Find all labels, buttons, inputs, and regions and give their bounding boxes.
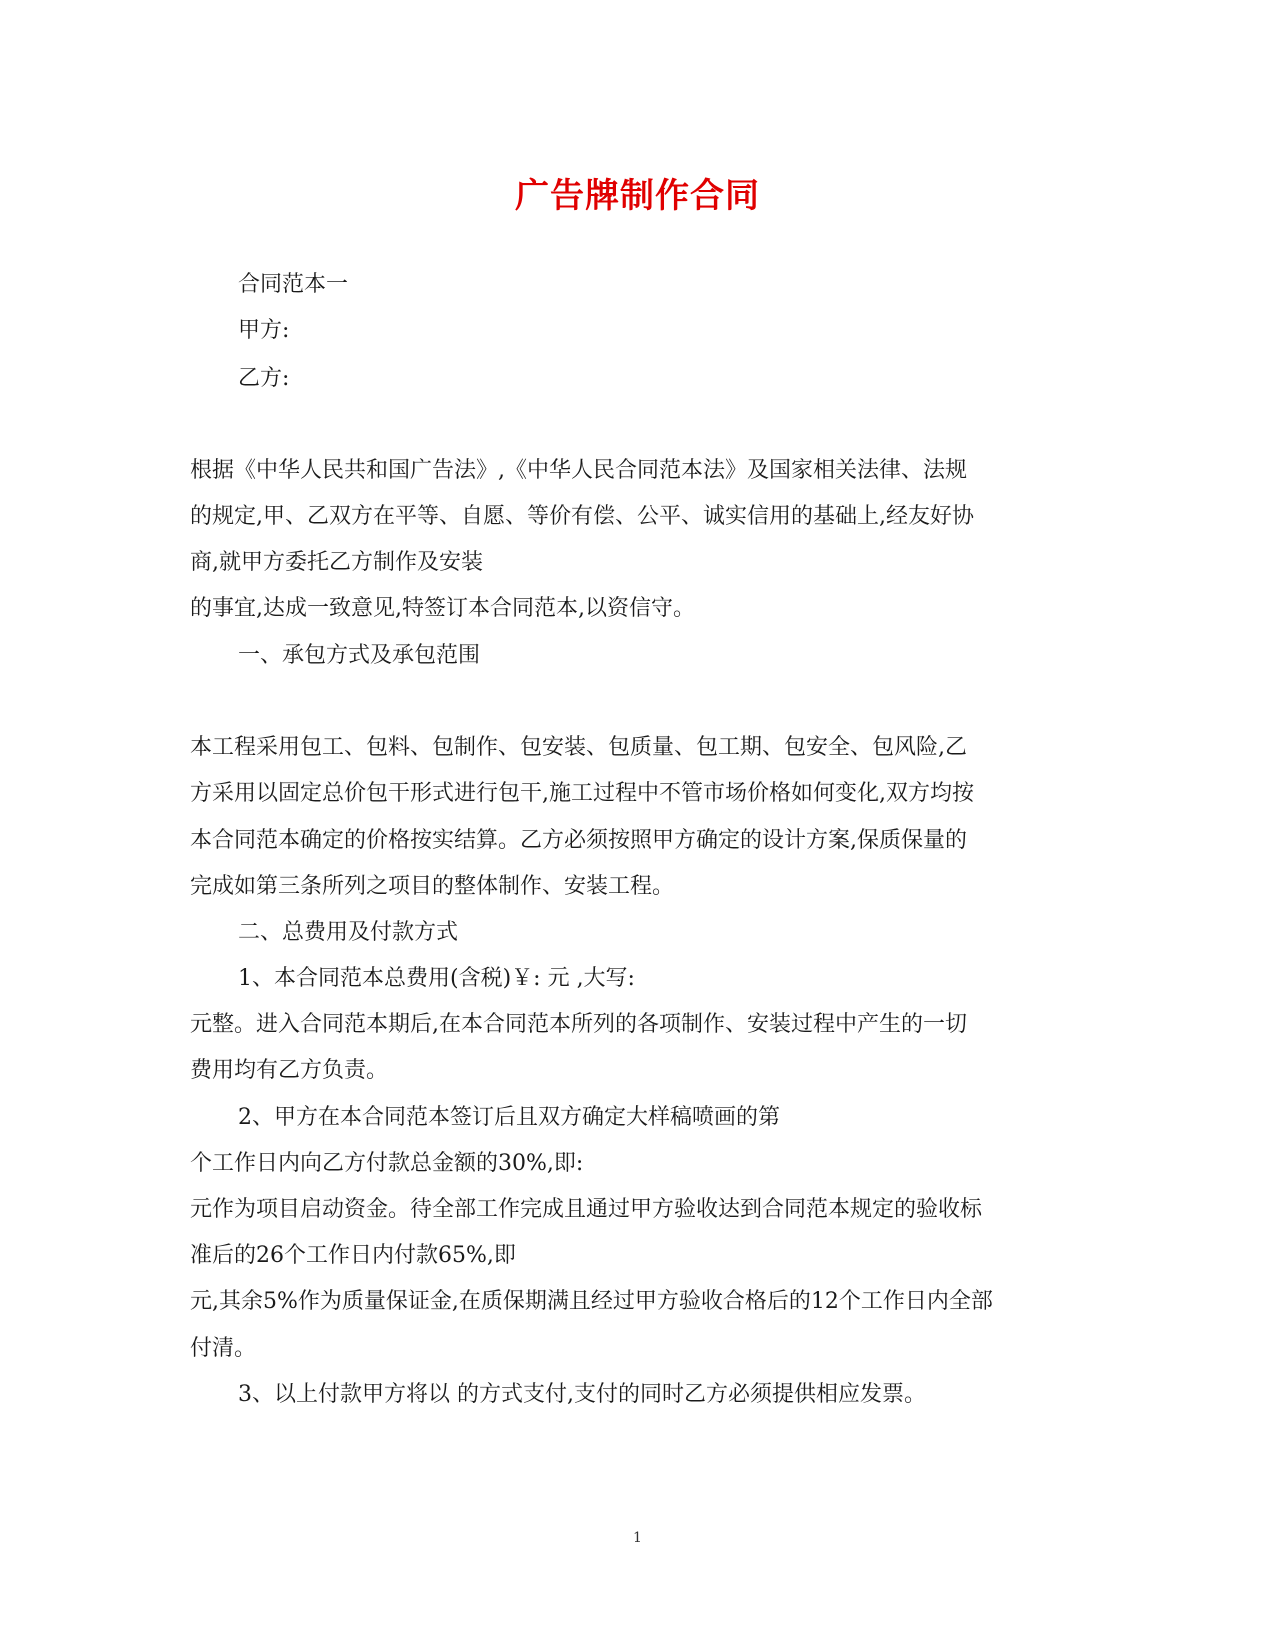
paragraph-line: 完成如第三条所列之项目的整体制作、安装工程。	[190, 874, 675, 899]
section-label: 合同范本一	[238, 272, 349, 297]
page-number: 1	[633, 1530, 642, 1546]
paragraph-line: 方采用以固定总价包干形式进行包干,施工过程中不管市场价格如何变化,双方均按	[190, 781, 974, 806]
clause-line: 2、甲方在本合同范本签订后且双方确定大样稿喷画的第	[238, 1105, 780, 1130]
section-heading: 一、承包方式及承包范围	[238, 643, 481, 668]
paragraph-line: 元作为项目启动资金。待全部工作完成且通过甲方验收达到合同范本规定的验收标	[190, 1197, 983, 1222]
party-b-label: 乙方:	[238, 366, 290, 391]
paragraph-line: 元整。进入合同范本期后,在本合同范本所列的各项制作、安装过程中产生的一切	[190, 1012, 967, 1037]
paragraph-line: 费用均有乙方负责。	[190, 1058, 389, 1083]
clause-line: 1、本合同范本总费用(含税)￥: 元 ,大写:	[238, 966, 635, 991]
paragraph-line: 的规定,甲、乙双方在平等、自愿、等价有偿、公平、诚实信用的基础上,经友好协	[190, 504, 974, 529]
paragraph-line: 准后的26个工作日内付款65%,即	[190, 1243, 516, 1268]
paragraph-line: 的事宜,达成一致意见,特签订本合同范本,以资信守。	[190, 596, 695, 621]
paragraph-line: 本合同范本确定的价格按实结算。乙方必须按照甲方确定的设计方案,保质保量的	[190, 828, 967, 853]
paragraph-line: 本工程采用包工、包料、包制作、包安装、包质量、包工期、包安全、包风险,乙	[190, 735, 967, 760]
section-heading: 二、总费用及付款方式	[238, 920, 459, 945]
party-a-label: 甲方:	[238, 318, 290, 343]
paragraph-line: 个工作日内向乙方付款总金额的30%,即:	[190, 1151, 584, 1176]
paragraph-line: 元,其余5%作为质量保证金,在质保期满且经过甲方验收合格后的12个工作日内全部	[190, 1289, 993, 1314]
paragraph-line: 付清。	[190, 1336, 257, 1361]
clause-line: 3、以上付款甲方将以 的方式支付,支付的同时乙方必须提供相应发票。	[238, 1382, 926, 1407]
paragraph-line: 商,就甲方委托乙方制作及安装	[190, 550, 483, 575]
paragraph-line: 根据《中华人民共和国广告法》,《中华人民合同范本法》及国家相关法律、法规	[190, 458, 967, 483]
document-title: 广告牌制作合同	[515, 176, 760, 216]
